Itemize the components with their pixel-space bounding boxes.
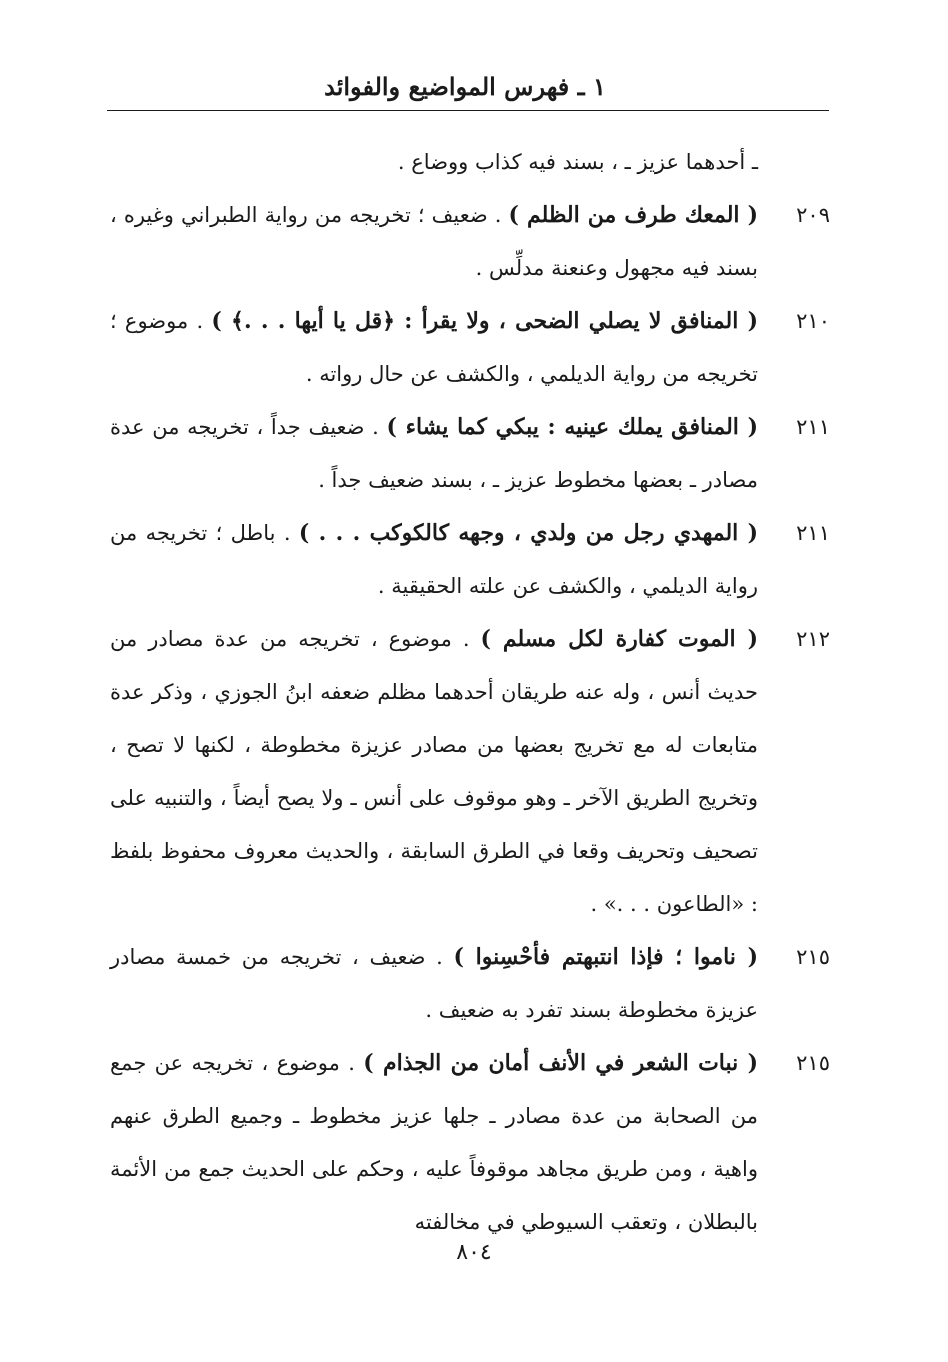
entry-page-number: ٢١٢ xyxy=(796,627,830,651)
entry-text xyxy=(110,401,758,507)
continuation-text: ـ أحدهما عزيز ـ ، بسند فيه كذاب ووضاع . xyxy=(397,150,758,174)
entry-title: ( المعك طرف من الظلم ) xyxy=(508,202,759,228)
index-entry xyxy=(110,401,830,507)
entry-body: . موضوع ، تخريجه عن جمع من الصحابة من عدة مصادر ـ جلها عزيز مخطوط ـ وجميع الطرق عنهم واهية ، ومن طريق مجاهد موقوفاً عليه ، وحكم على الحديث جمع من الأئمة بالبطلان ، وتعقب السيوطي في مخالفته xyxy=(110,1051,758,1234)
entry-page-number: ٢٠٩ xyxy=(796,203,830,227)
index-entry xyxy=(110,931,830,1037)
entry-title: ( المنافق يملك عينيه : يبكي كما يشاء ) xyxy=(386,414,758,440)
header-divider xyxy=(107,110,829,111)
index-entry xyxy=(110,613,830,931)
entry-text xyxy=(110,295,758,401)
entry-text xyxy=(110,931,758,1037)
entry-page-number: ٢١٥ xyxy=(796,1051,830,1075)
entry-title: ( نبات الشعر في الأنف أمان من الجذام ) xyxy=(363,1050,758,1076)
running-header: ١ ـ فهرس المواضيع والفوائد xyxy=(324,72,606,101)
index-entry xyxy=(110,189,830,295)
entry-page-number: ٢١٠ xyxy=(796,309,830,333)
entry-body: . موضوع ، تخريجه من عدة مصادر من حديث أنس ، وله عنه طريقان أحدهما مظلم ضعفه ابنُ الجوزي ، وذكر عدة متابعات له مع تخريج بعضها من مصادر عزيزة مخطوطة ، لكنها لا تصح ، وتخريج الطريق الآخر ـ وهو موقوف على أنس ـ ولا يصح أيضاً ، والتنبيه على تصحيف وتحريف وقعا في الطرق السابقة ، والحديث معروف محفوظ بلفظ : «الطاعون . . .» . xyxy=(110,627,758,916)
entry-page-number: ٢١٥ xyxy=(796,945,830,969)
entry-title: ( المهدي رجل من ولدي ، وجهه كالكوكب . . . ) xyxy=(298,520,759,546)
index-content xyxy=(110,136,830,1249)
entry-body: . ضعيف جداً ، تخريجه من عدة مصادر ـ بعضها مخطوط عزيز ـ ، بسند ضعيف جداً . xyxy=(110,415,758,492)
entry-text xyxy=(110,613,758,931)
index-entry xyxy=(110,295,830,401)
entry-body: . باطل ؛ تخريجه من رواية الديلمي ، والكشف عن علته الحقيقية . xyxy=(110,521,758,598)
index-entry xyxy=(110,1037,830,1249)
entry-title: ( الموت كفارة لكل مسلم ) xyxy=(480,626,758,652)
entry-body: . ضعيف ؛ تخريجه من رواية الطبراني وغيره ، بسند فيه مجهول وعنعنة مدلِّس . xyxy=(110,203,758,280)
entry-text xyxy=(110,507,758,613)
entry-body: . موضوع ؛ تخريجه من رواية الديلمي ، والكشف عن حال رواته . xyxy=(110,309,758,386)
entry-text xyxy=(110,189,758,295)
entry-title: ( ناموا ؛ فإذا انتبهتم فأحْسِنوا ) xyxy=(453,944,758,970)
entry-page-number: ٢١١ xyxy=(796,521,830,545)
index-entry xyxy=(110,507,830,613)
entry-title: ( المنافق لا يصلي الضحى ، ولا يقرأ : ﴿قل يا أيها . . .﴾ ) xyxy=(211,308,758,334)
entry-text xyxy=(110,1037,758,1249)
entry-page-number: ٢١١ xyxy=(796,415,830,439)
page-number: ٨٠٤ xyxy=(456,1240,492,1265)
entry-body: . ضعيف ، تخريجه من خمسة مصادر عزيزة مخطوطة بسند تفرد به ضعيف . xyxy=(110,945,758,1022)
